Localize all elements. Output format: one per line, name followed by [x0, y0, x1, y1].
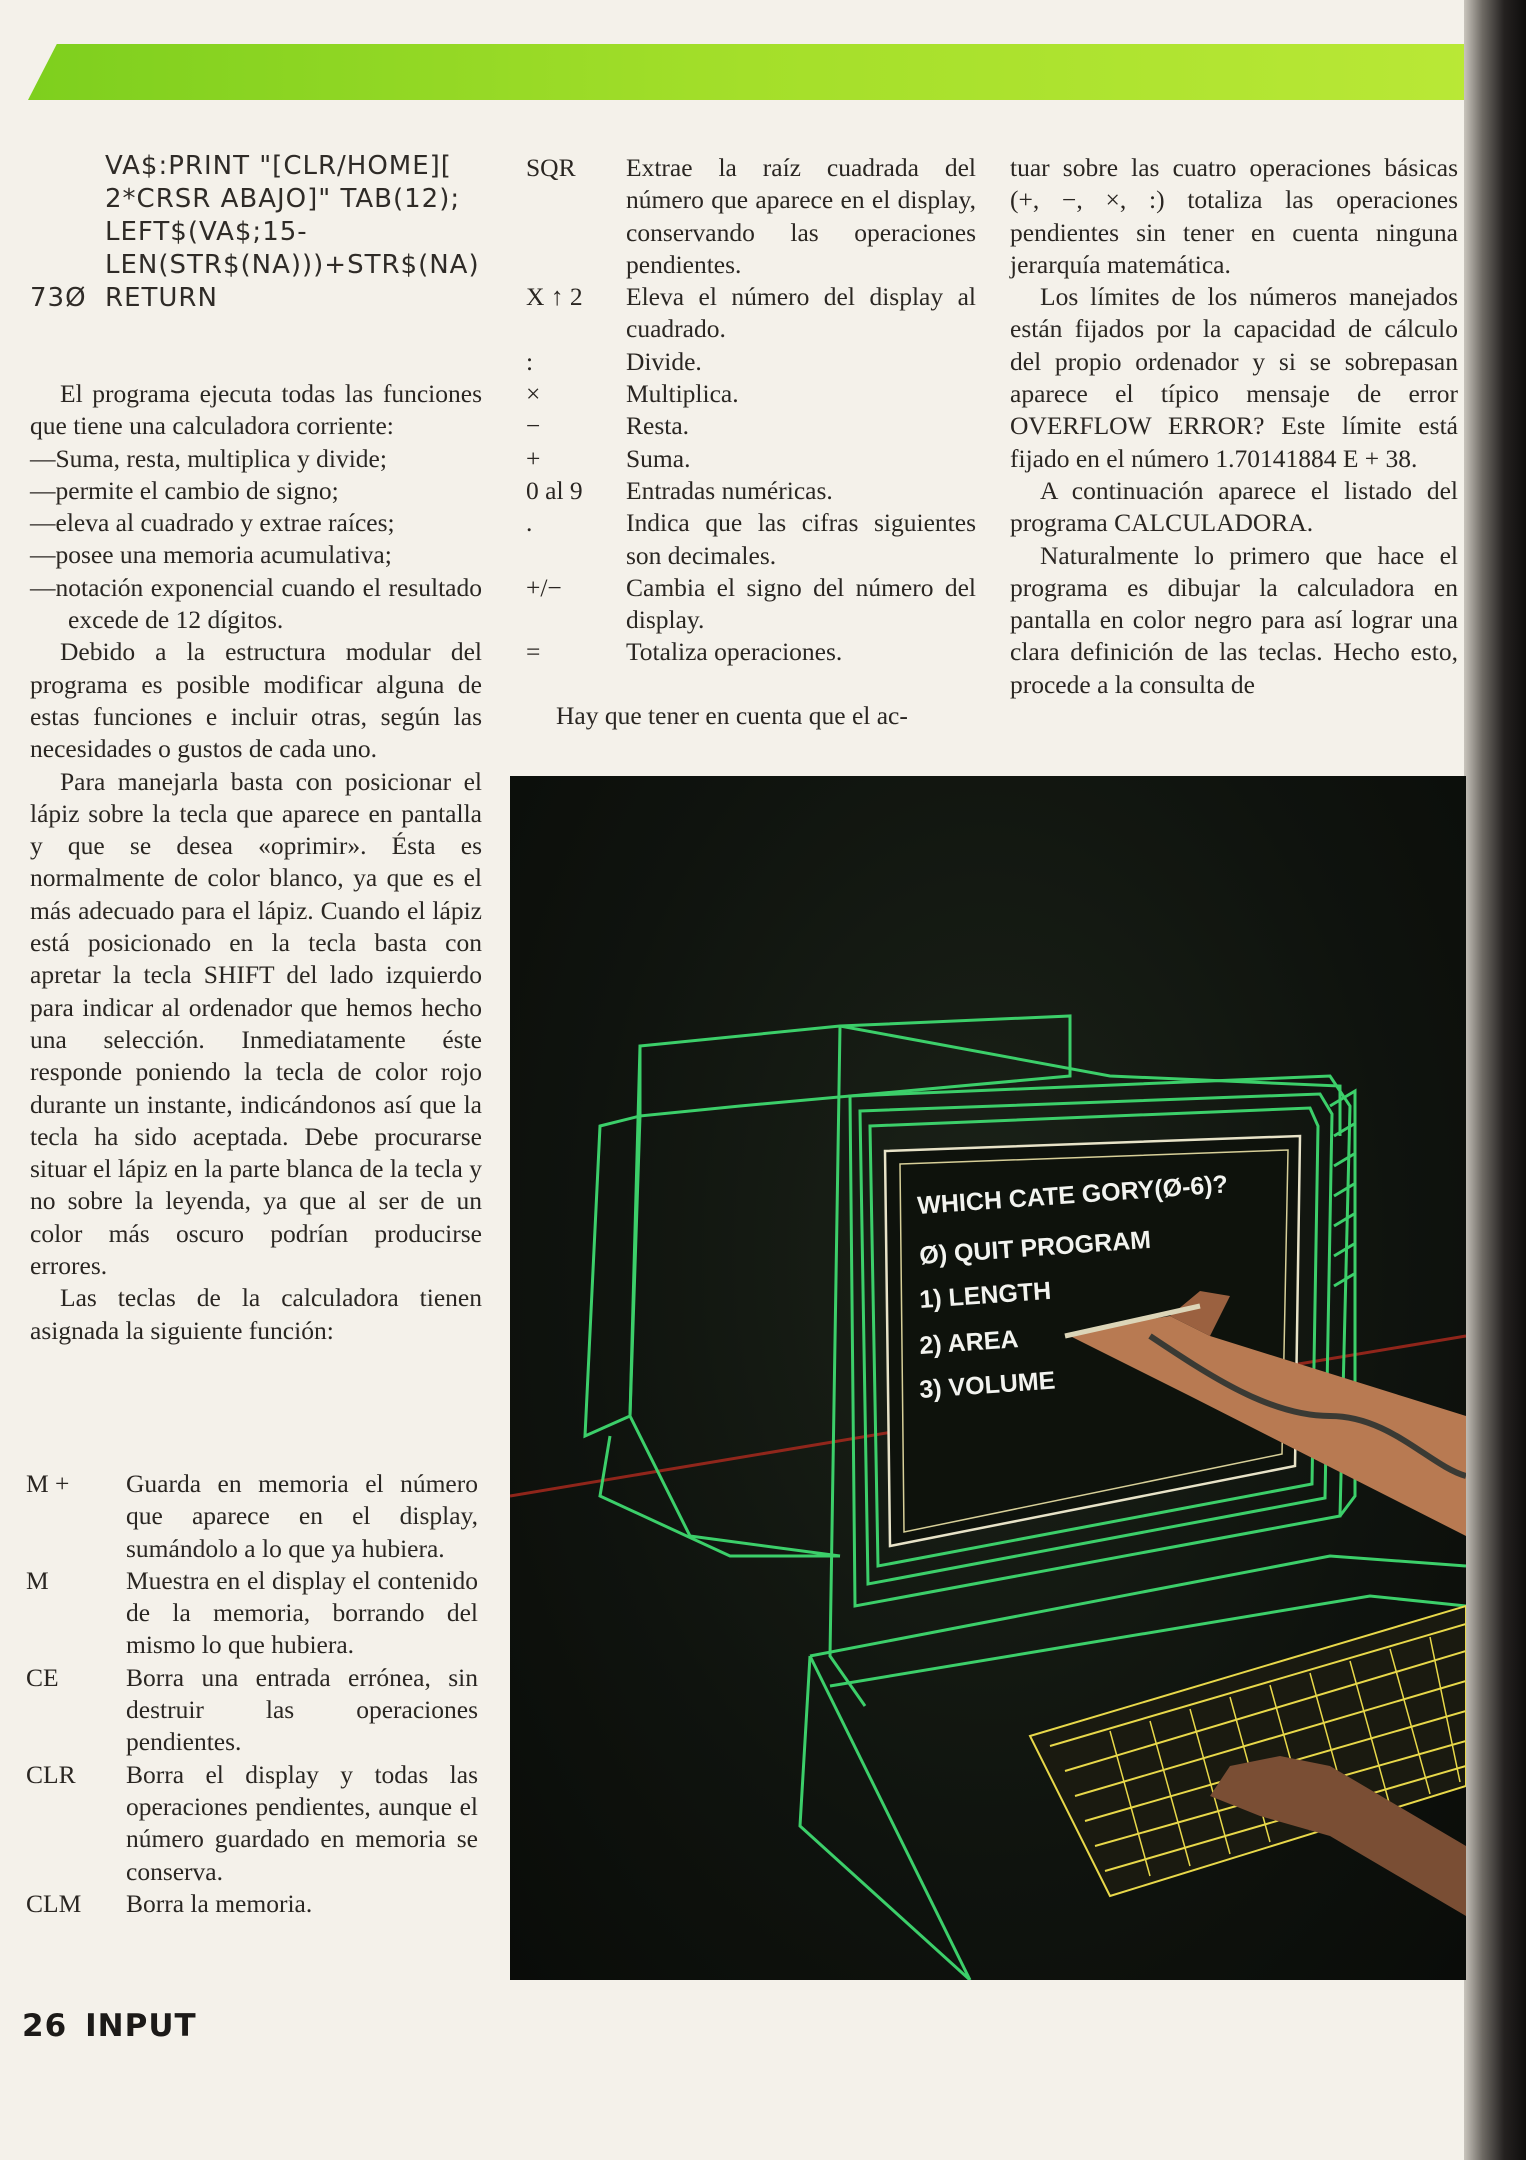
code-line: VA$:PRINT "[CLR/HOME][ [105, 151, 452, 181]
paragraph: Naturalmente lo primero que hace el programa es dibujar la calculadora en pantalla en color negro para así lograr una clara definición de las teclas. Hecho esto, procede a la consulta de [1010, 540, 1458, 699]
key-list-left [26, 1468, 478, 1920]
paragraph: Hay que tener en cuenta que el ac- [556, 701, 908, 730]
screen-menu-item: 2) AREA [918, 1325, 1020, 1360]
key-name: 0 al 9 [526, 475, 583, 505]
key-name: X ↑ 2 [526, 282, 583, 312]
page-footer [22, 2008, 215, 2044]
key-name: CLR [26, 1759, 76, 1789]
key-description: Indica que las cifras siguientes son decimales. [626, 508, 976, 570]
key-name: . [526, 508, 533, 538]
key-description: Borra el display y todas las operaciones pendientes, aunque el número guardado en memoria se conserva. [126, 1759, 478, 1886]
key-description: Extrae la raíz cuadrada del número que aparece en el display, conservando las operaciones pendientes. [626, 153, 976, 279]
list-item: —permite el cambio de signo; [30, 475, 339, 505]
paragraph: tuar sobre las cuatro operaciones básicas (+, −, ×, :) totaliza las operaciones pendientes sin tener en cuenta ninguna jerarquía matemática. [1010, 153, 1458, 279]
key-description: Guarda en memoria el número que aparece en el display, sumándolo a lo que ya hubiera. [126, 1469, 478, 1563]
key-description: Entradas numéricas. [626, 475, 833, 505]
computer-illustration [510, 776, 1466, 1980]
line-number: 73Ø [30, 283, 87, 313]
list-item: —Suma, resta, multiplica y divide; [30, 443, 387, 473]
key-name: SQR [526, 153, 576, 182]
key-name: = [526, 637, 541, 667]
screen-menu-item: Ø) QUIT PROGRAM [918, 1225, 1152, 1270]
list-item: —eleva al cuadrado y extrae raíces; [30, 508, 395, 538]
key-description: Cambia el signo del número del display. [626, 572, 976, 635]
paragraph: Para manejarla basta con posicionar el lápiz sobre la tecla que aparece en pantalla y que se desea «oprimir». Ésta es normalmente de color blanco, ya que es el más adecuado para el lápiz. Cuando el lápiz está posicionado en la tecla basta con apretar la tecla SHIFT del lado izquierdo para indicar al ordenador que hemos hecho una selección. Inmediatamente éste responde poniendo la tecla de color rojo durante un instante, indicándonos así que la tecla ha sido aceptada. Debe procurarse situar el lápiz en la parte blanca de la tecla y no sobre la leyenda, ya que al ser de un color más oscuro podrían producirse errores. [30, 766, 482, 1281]
screen-menu-item: 1) LENGTH [918, 1276, 1053, 1314]
code-line-numbered [30, 282, 500, 315]
key-name: − [526, 411, 541, 441]
screen-menu-item: 3) VOLUME [918, 1366, 1057, 1404]
key-description: Eleva el número del display al cuadrado. [626, 282, 976, 344]
list-item: —notación exponencial cuando el resultado excede de 12 dígitos. [30, 572, 482, 635]
key-description: Divide. [626, 346, 702, 376]
key-description: Borra la memoria. [126, 1888, 313, 1918]
paragraph: Las teclas de la calculadora tienen asignada la siguiente función: [30, 1283, 482, 1345]
key-name: +/− [526, 572, 562, 602]
code-line: LEN(STR$(NA)))+STR$(NA) [105, 250, 480, 280]
key-name: M + [26, 1469, 70, 1498]
key-description: Resta. [626, 411, 690, 441]
key-description: Totaliza operaciones. [626, 637, 843, 667]
screen-title: WHICH CATE GORY(Ø-6)? [916, 1170, 1229, 1220]
page-binding-shadow [1464, 0, 1526, 2160]
key-name: M [26, 1565, 49, 1595]
code-listing [30, 150, 500, 315]
code-line: 2*CRSR ABAJO]" TAB(12); [105, 184, 461, 214]
key-list-middle [526, 152, 976, 669]
column-left [30, 378, 482, 1347]
key-name: CE [26, 1662, 59, 1692]
column-right [1010, 152, 1458, 701]
key-name: : [526, 346, 534, 376]
code-line: LEFT$(VA$;15- [105, 217, 308, 247]
key-description: Multiplica. [626, 379, 739, 409]
page-number: 26 [22, 2008, 68, 2044]
key-description: Muestra en el display el contenido de la memoria, borrando del mismo lo que hubiera. [126, 1565, 478, 1660]
key-name: × [526, 379, 541, 409]
list-item: —posee una memoria acumulativa; [30, 540, 392, 570]
paragraph: Debido a la estructura modular del programa es posible modificar alguna de estas funciones e incluir otras, según las necesidades o gustos de cada uno. [30, 637, 482, 764]
key-name: CLM [26, 1888, 82, 1918]
code-statement: RETURN [105, 283, 218, 313]
key-name: + [526, 443, 541, 473]
key-description: Borra una entrada errónea, sin destruir las operaciones pendientes. [126, 1662, 478, 1757]
paragraph: A continuación aparece el listado del programa CALCULADORA. [1010, 475, 1458, 538]
paragraph: El programa ejecuta todas las funciones que tiene una calculadora corriente: [30, 379, 482, 441]
column-middle-text [526, 700, 976, 732]
paragraph: Los límites de los números manejados están fijados por la capacidad de cálculo del propio ordenador y si se sobrepasan aparece el típico mensaje de error OVERFLOW ERROR? Este límite está fijado en el número 1.70141884 E + 38. [1010, 282, 1458, 473]
magazine-name: INPUT [85, 2008, 197, 2044]
key-description: Suma. [626, 443, 691, 473]
header-accent-bar [28, 44, 1468, 100]
